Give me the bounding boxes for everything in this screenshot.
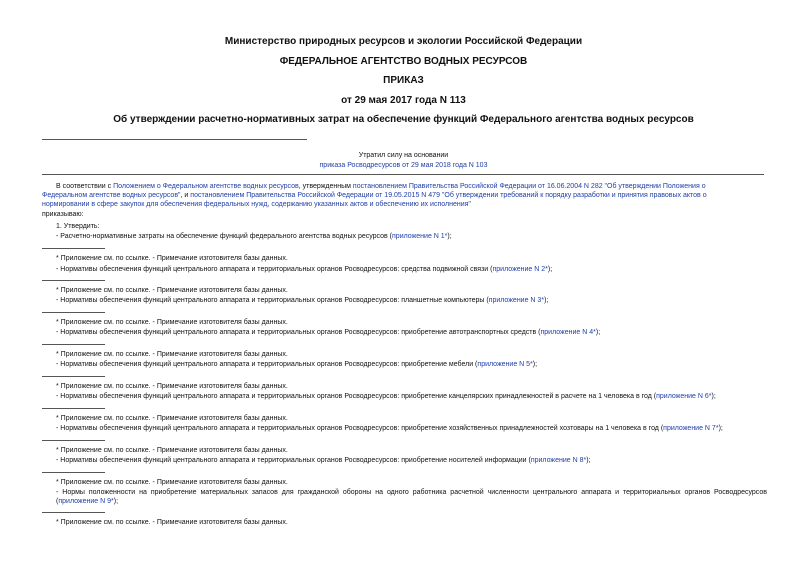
list-item: - Нормативы обеспечения функций центрального аппарата и территориальных органов Росводресурсов: приобретение носителей информации (приложение N 8*); [56, 457, 591, 464]
status-note-link-wrap [0, 161, 807, 170]
status-note: Утратил силу на основании [358, 152, 449, 159]
agency-heading: ФЕДЕРАЛЬНОЕ АГЕНТСТВО ВОДНЫХ РЕСУРСОВ [279, 56, 528, 67]
doc-title: Об утверждении расчетно-нормативных затрат на обеспечение функций Федерального агентства водных ресурсов [113, 114, 694, 125]
divider [42, 139, 307, 140]
list-item: - Нормативы обеспечения функций центрального аппарата и территориальных органов Росводресурсов: планшетные компьютеры (приложение N 3*); [56, 297, 549, 304]
list-item: - Расчетно-нормативные затраты на обеспечение функций федерального агентства водных ресурсов (приложение N 1*); [56, 233, 452, 240]
list-item: - Нормативы обеспечения функций центрального аппарата и территориальных органов Росводресурсов: приобретение автотранспортных средств (приложение N 4*); [56, 329, 601, 336]
footnote-divider [42, 512, 105, 513]
appendix-link[interactable]: приложение N 7* [663, 425, 719, 432]
decree-282-link[interactable]: Федеральном агентстве водных ресурсов" [42, 192, 181, 199]
order-word: приказываю: [42, 211, 84, 218]
appendix-link[interactable]: приложение N 4* [540, 329, 596, 336]
footnote: * Приложение см. по ссылке. - Примечание изготовителя базы данных. [56, 519, 288, 526]
appendix-link[interactable]: приложение N 2* [492, 266, 548, 273]
footnote-divider [42, 344, 105, 345]
list-item: - Нормативы обеспечения функций центрального аппарата и территориальных органов Росводресурсов: приобретение хозяйственных принадлежностей хозтовары на 1 человека в год (приложение N 7*); [56, 425, 723, 432]
footnote-divider [42, 472, 105, 473]
list-item: - Нормативы обеспечения функций центрального аппарата и территориальных органов Росводресурсов: приобретение канцелярских принадлежностей в расчете на 1 человека в год (приложение N 6*); [56, 393, 716, 400]
doc-date: от 29 мая 2017 года N 113 [341, 95, 466, 106]
repeal-order-link[interactable]: приказа Росводресурсов от 29 мая 2018 года N 103 [319, 162, 488, 169]
preamble-line [42, 200, 471, 209]
appendix-link[interactable]: приложение N 3* [488, 297, 545, 304]
footnote: * Приложение см. по ссылке. - Примечание изготовителя базы данных. [56, 415, 288, 422]
footnote: * Приложение см. по ссылке. - Примечание изготовителя базы данных. [56, 479, 288, 486]
appendix-link[interactable]: приложение N 6* [656, 393, 712, 400]
decree-282-link[interactable]: постановлением Правительства Российской Федерации от 16.06.2004 N 282 "Об утверждении Положения о [352, 183, 706, 190]
doc-type-heading: ПРИКАЗ [383, 75, 424, 86]
footnote-divider [42, 248, 105, 249]
footnote: * Приложение см. по ссылке. - Примечание изготовителя базы данных. [56, 319, 288, 326]
preamble-line: В соответствии с Положением о Федеральном агентстве водных ресурсов, утвержденным постановлением Правительства Российской Федерации от 16.06.2004 N 282 "Об утверждении Положения о [56, 183, 706, 190]
footnote-divider [42, 408, 105, 409]
list-item: - Нормы положенности на приобретение материальных запасов для гражданской обороны на одного работника расчетной численности центрального аппарата и территориальных органов Росводресурсов (приложение N 9*); [56, 489, 767, 505]
footnote: * Приложение см. по ссылке. - Примечание изготовителя базы данных. [56, 287, 288, 294]
list-item: - Нормативы обеспечения функций центрального аппарата и территориальных органов Росводресурсов: приобретение мебели (приложение N 5*); [56, 361, 538, 368]
appendix-link[interactable]: приложение N 5* [477, 361, 533, 368]
ministry-heading: Министерство природных ресурсов и экологии Российской Федерации [224, 36, 583, 47]
list-item: - Нормативы обеспечения функций центрального аппарата и территориальных органов Росводресурсов: средства подвижной связи (приложение N 2*); [56, 266, 553, 273]
appendix-link[interactable]: приложение N 8* [530, 457, 587, 464]
preamble-line: Федеральном агентстве водных ресурсов", и постановлением Правительства Российской Федерации от 19.05.2015 N 479 "Об утверждении требований к порядку разработки и принятия правовых актов о [42, 192, 707, 199]
footnote-divider [42, 312, 105, 313]
footnote-divider [42, 376, 105, 377]
footnote: * Приложение см. по ссылке. - Примечание изготовителя базы данных. [56, 383, 288, 390]
regulation-link[interactable]: Положением о Федеральном агентстве водных ресурсов [113, 183, 299, 190]
footnote-divider [42, 280, 105, 281]
footnote: * Приложение см. по ссылке. - Примечание изготовителя базы данных. [56, 255, 288, 262]
footnote-divider [42, 440, 105, 441]
decree-479-link[interactable]: постановлением Правительства Российской Федерации от 19.05.2015 N 479 "Об утверждении требований к порядку разработки и принятия правовых актов о [190, 192, 707, 199]
footnote: * Приложение см. по ссылке. - Примечание изготовителя базы данных. [56, 447, 288, 454]
appendix-link[interactable]: приложение N 1* [392, 233, 448, 240]
approve-line: 1. Утвердить: [56, 223, 100, 230]
divider [42, 174, 764, 175]
appendix-link[interactable]: приложение N 9* [58, 498, 114, 505]
decree-479-link[interactable]: нормировании в сфере закупок для обеспечения федеральных нужд, содержанию указанных актов и обеспечению их исполнения" [42, 201, 471, 208]
footnote: * Приложение см. по ссылке. - Примечание изготовителя базы данных. [56, 351, 288, 358]
